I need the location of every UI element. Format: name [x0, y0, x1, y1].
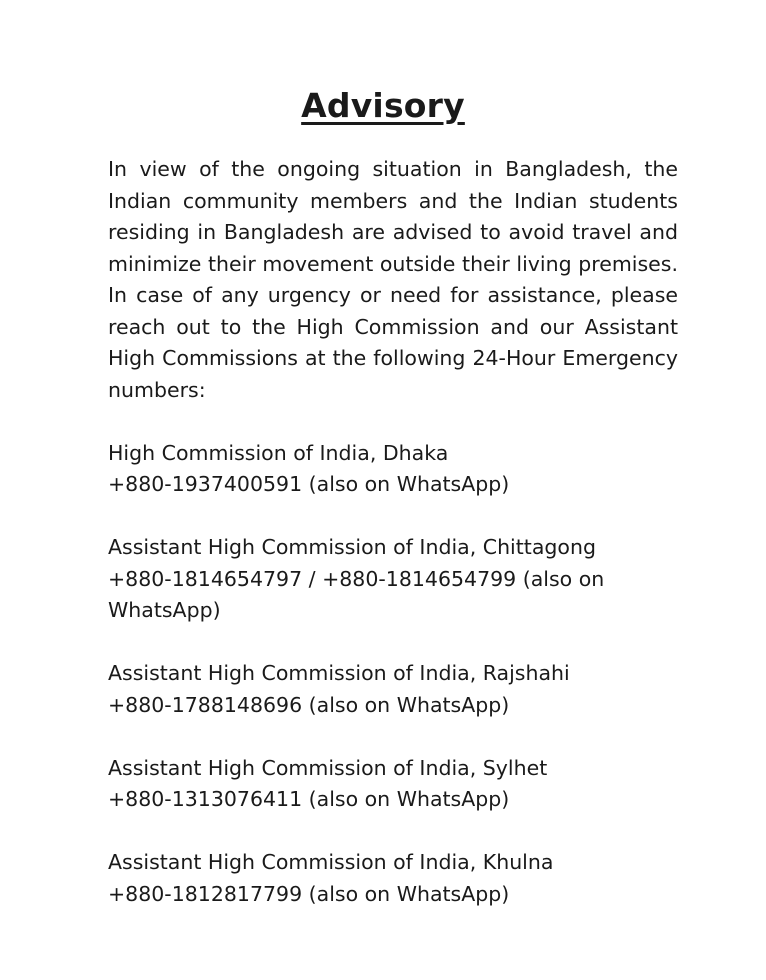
contact-phone: +880-1313076411 (also on WhatsApp) — [108, 787, 510, 811]
contact-phone: +880-1937400591 (also on WhatsApp) — [108, 472, 510, 496]
contact-phone: +880-1814654797 / +880-1814654799 (also on WhatsApp) — [108, 566, 605, 622]
advisory-title — [0, 84, 766, 128]
contact-block-rajshahi — [108, 658, 678, 721]
contact-block-sylhet — [108, 753, 678, 816]
advisory-intro-paragraph: In view of the ongoing situation in Bangladesh, the Indian community members and the Indian students residing in Bangladesh are advised to avoid travel and minimize their movement outside their living premises. In case of any urgency or need for assistance, please reach out to the High Commission and our Assistant High Commissions at the following 24-Hour Emergency numbers: — [108, 157, 678, 402]
contact-phone: +880-1812817799 (also on WhatsApp) — [108, 881, 510, 906]
contact-name: Assistant High Commission of India, Chittagong — [108, 535, 596, 559]
contact-block-dhaka — [108, 438, 678, 501]
contact-phone: +880-1788148696 (also on WhatsApp) — [108, 692, 510, 717]
advisory-content — [108, 154, 678, 942]
advisory-title-text: Advisory — [301, 86, 465, 125]
contact-block-chittagong — [108, 532, 678, 627]
contact-block-khulna — [108, 847, 678, 910]
contact-name: Assistant High Commission of India, Rajshahi — [108, 661, 570, 685]
contact-name: High Commission of India, Dhaka — [108, 440, 449, 465]
contact-name: Assistant High Commission of India, Sylhet — [108, 755, 548, 780]
contact-name: Assistant High Commission of India, Khulna — [108, 850, 554, 874]
